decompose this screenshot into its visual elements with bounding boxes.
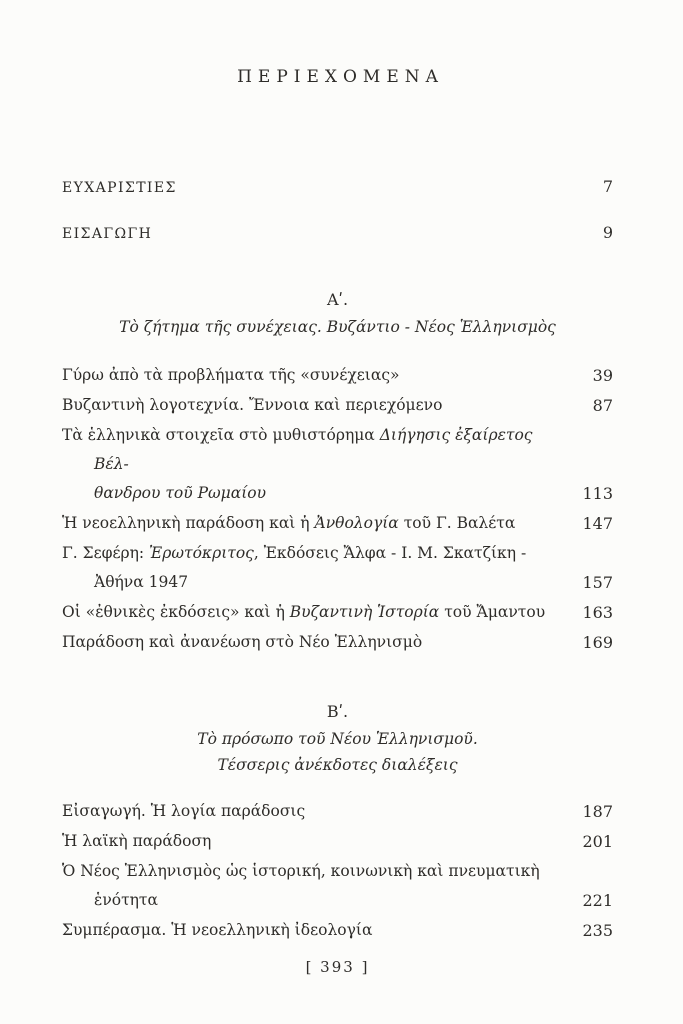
- toc-entry-page-number: 169: [582, 633, 613, 652]
- toc-entry-page-number: 113: [582, 484, 613, 503]
- entry-text-segment: τοῦ Γ. Βαλέτα: [398, 514, 516, 532]
- entry-text-segment: Ἀθήνα 1947: [94, 573, 189, 591]
- entry-text-segment: Οἱ «ἐθνικὲς ἐκδόσεις» καὶ ἡ: [62, 603, 290, 621]
- entry-text-italic: Διήγησις ἐξαίρετος Βέλ-: [94, 426, 533, 473]
- toc-section: [62, 701, 613, 945]
- toc-entry-text: [62, 797, 582, 826]
- entry-text-segment: Εἰσαγωγή. Ἡ λογία παράδοσις: [62, 802, 306, 820]
- toc-section: [62, 289, 613, 657]
- toc-entry-page-number: 201: [582, 832, 613, 851]
- toc-entry: [62, 857, 613, 915]
- toc-entry: [62, 391, 613, 420]
- toc-entry: [62, 827, 613, 856]
- entry-text-segment: Βυζαντινὴ λογοτεχνία. Ἔννοια καὶ περιεχόμενο: [62, 396, 443, 414]
- section-subtitle: [62, 314, 613, 340]
- toc-entry: [62, 421, 613, 508]
- entry-text-segment: Ὁ Νέος Ἑλληνισμὸς ὡς ἱστορική, κοινωνικὴ καὶ πνευματικὴ: [62, 862, 540, 880]
- entry-text-segment: Τὰ ἑλληνικὰ στοιχεῖα στὸ μυθιστόρημα: [62, 426, 380, 444]
- entry-text-segment: Ἡ λαϊκὴ παράδοση: [62, 832, 212, 850]
- section-number: Βʹ.: [326, 702, 349, 721]
- entry-text-segment: τοῦ Ἄμαντου: [439, 603, 546, 621]
- folio-page-number: [ 393 ]: [305, 958, 370, 976]
- entry-text-segment: Ἡ νεοελληνικὴ παράδοση καὶ ἡ: [62, 514, 315, 532]
- toc-entry-page-number: 87: [592, 396, 613, 415]
- toc-entry: [62, 916, 613, 945]
- toc-entry-page-number: 221: [582, 891, 613, 910]
- toc-entry: [62, 598, 613, 627]
- toc-entry-text: [62, 421, 582, 508]
- toc-entry-page-number: 147: [582, 514, 613, 533]
- toc-entry: [62, 361, 613, 390]
- section-subtitle-line: Τέσσερις ἀνέκδοτες διαλέξεις: [217, 756, 458, 774]
- entry-text-segment: , Ἐκδόσεις Ἄλφα - Ι. Μ. Σκατζίκη -: [253, 544, 527, 562]
- section-subtitle-line: Τὸ πρόσωπο τοῦ Νέου Ἑλληνισμοῦ.: [197, 730, 478, 748]
- toc-entry: [62, 539, 613, 597]
- entry-text-italic: Ἀνθολογία: [314, 514, 399, 532]
- front-matter-list: [62, 178, 613, 243]
- toc-entry-list: [62, 797, 613, 945]
- toc-entry-text: [62, 857, 582, 915]
- toc-entry-page-number: 39: [592, 366, 613, 385]
- entry-text-italic: θανδρου τοῦ Ρωμαίου: [94, 484, 267, 502]
- entry-text-segment: Γύρω ἀπὸ τὰ προβλήματα τῆς «συνέχειας»: [62, 366, 400, 384]
- page-title: ΠΕΡΙΕΧΟΜΕΝΑ: [237, 67, 444, 87]
- toc-entry: [62, 628, 613, 657]
- toc-entry-page-number: 187: [582, 802, 613, 821]
- toc-entry-text: [62, 827, 582, 856]
- entry-text-italic: Ἐρωτόκριτος: [149, 544, 254, 562]
- entry-text-segment: Συμπέρασμα. Ἡ νεοελληνικὴ ἰδεολογία: [62, 921, 373, 939]
- section-subtitle-line: Τὸ ζήτημα τῆς συνέχειας. Βυζάντιο - Νέος Ἑλληνισμὸς: [119, 318, 556, 336]
- front-matter-row: [62, 224, 613, 243]
- entry-text-italic: Βυζαντινὴ Ἱστορία: [289, 603, 440, 621]
- toc-sections: [62, 289, 613, 945]
- toc-entry: [62, 797, 613, 826]
- toc-entry-text: [62, 916, 582, 945]
- front-matter-page-number: 7: [602, 177, 613, 196]
- entry-text-segment: Παράδοση καὶ ἀνανέωση στὸ Νέο Ἑλληνισμὸ: [62, 633, 423, 651]
- section-subtitle: [62, 726, 613, 778]
- toc-entry-text: [62, 361, 593, 390]
- toc-entry-page-number: 235: [582, 921, 613, 940]
- entry-text-segment: ἑνότητα: [94, 891, 158, 909]
- front-matter-label: ΕΙΣΑΓΩΓΗ: [62, 226, 153, 242]
- toc-entry-text: [62, 628, 582, 657]
- toc-entry-text: [62, 539, 582, 597]
- toc-entry-page-number: 163: [582, 603, 613, 622]
- toc-entry-text: [62, 598, 582, 627]
- front-matter-page-number: 9: [602, 223, 613, 242]
- toc-entry-page-number: 157: [582, 573, 613, 592]
- toc-entry-text: [62, 509, 582, 538]
- section-number: Αʹ.: [326, 290, 349, 309]
- entry-text-segment: Γ. Σεφέρη:: [62, 544, 150, 562]
- toc-entry-text: [62, 391, 593, 420]
- front-matter-row: [62, 178, 613, 197]
- toc-entry: [62, 509, 613, 538]
- toc-entry-list: [62, 361, 613, 657]
- front-matter-label: ΕΥΧΑΡΙΣΤΙΕΣ: [62, 180, 177, 196]
